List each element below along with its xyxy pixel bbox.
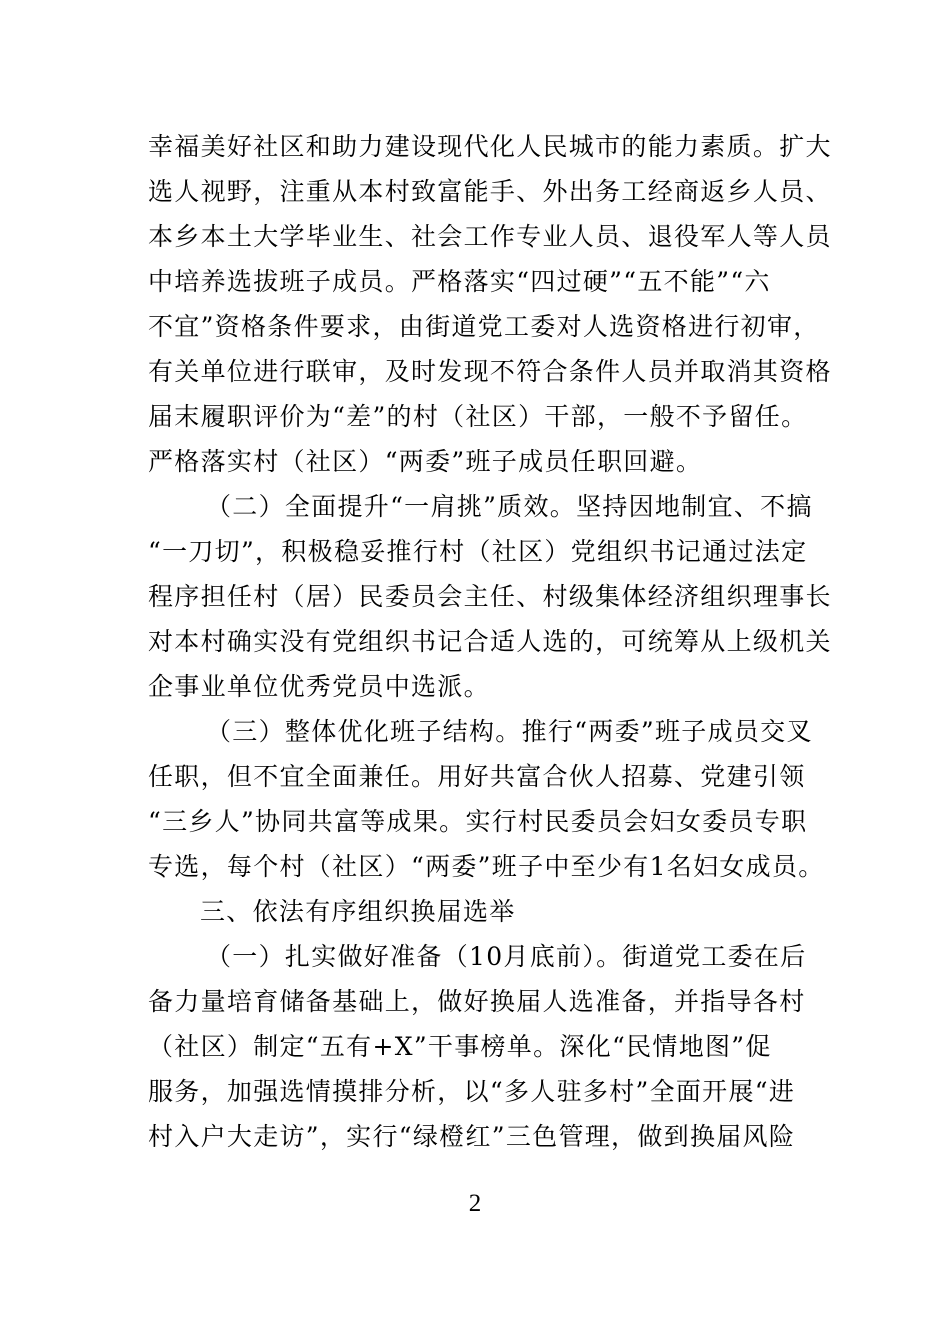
paragraph-start-line: （三）整体优化班子结构。推行“两委”班子成员交叉 [206,717,813,746]
text-line: 严格落实村（社区）“两委”班子成员任职回避。 [148,447,703,476]
text-line: 选人视野，注重从本村致富能手、外出务工经商返乡人员、 [148,177,832,206]
page-number: 2 [468,1190,482,1217]
text-line: （社区）制定“五有+X”干事榜单。深化“民情地图”促 [148,1032,772,1061]
paragraph-start-line: （一）扎实做好准备（10月底前）。街道党工委在后 [206,942,807,971]
text-line: 程序担任村（居）民委员会主任、村级集体经济组织理事长 [148,582,832,611]
text-line: 服务，加强选情摸排分析，以“多人驻多村”全面开展“进 [148,1077,796,1106]
text-line: 对本村确实没有党组织书记合适人选的，可统筹从上级机关 [148,627,832,656]
text-line: 专选，每个村（社区）“两委”班子中至少有1名妇女成员。 [148,852,825,881]
text-line: “三乡人”协同共富等成果。实行村民委员会妇女委员专职 [148,807,808,836]
section-heading: 三、依法有序组织换届选举 [200,897,516,926]
paragraph-start-line: （二）全面提升“一肩挑”质效。坚持因地制宜、不搞 [206,492,813,521]
text-line: 不宜”资格条件要求，由街道党工委对人选资格进行初审， [148,312,820,341]
text-line: 中培养选拔班子成员。严格落实“四过硬”“五不能”“六 [148,267,771,296]
text-line: “一刀切”，积极稳妥推行村（社区）党组织书记通过法定 [148,537,808,566]
text-line: 村入户大走访”，实行“绿橙红”三色管理，做到换届风险 [148,1122,796,1151]
text-line: 届末履职评价为“差”的村（社区）干部，一般不予留任。 [148,402,808,431]
text-line: 企事业单位优秀党员中选派。 [148,672,490,701]
text-line: 幸福美好社区和助力建设现代化人民城市的能力素质。扩大 [148,132,832,161]
text-line: 有关单位进行联审，及时发现不符合条件人员并取消其资格 [148,357,832,386]
text-line: 备力量培育储备基础上，做好换届人选准备，并指导各村 [148,987,806,1016]
text-line: 本乡本土大学毕业生、社会工作专业人员、退役军人等人员 [148,222,832,251]
text-line: 任职，但不宜全面兼任。用好共富合伙人招募、党建引领 [148,762,806,791]
